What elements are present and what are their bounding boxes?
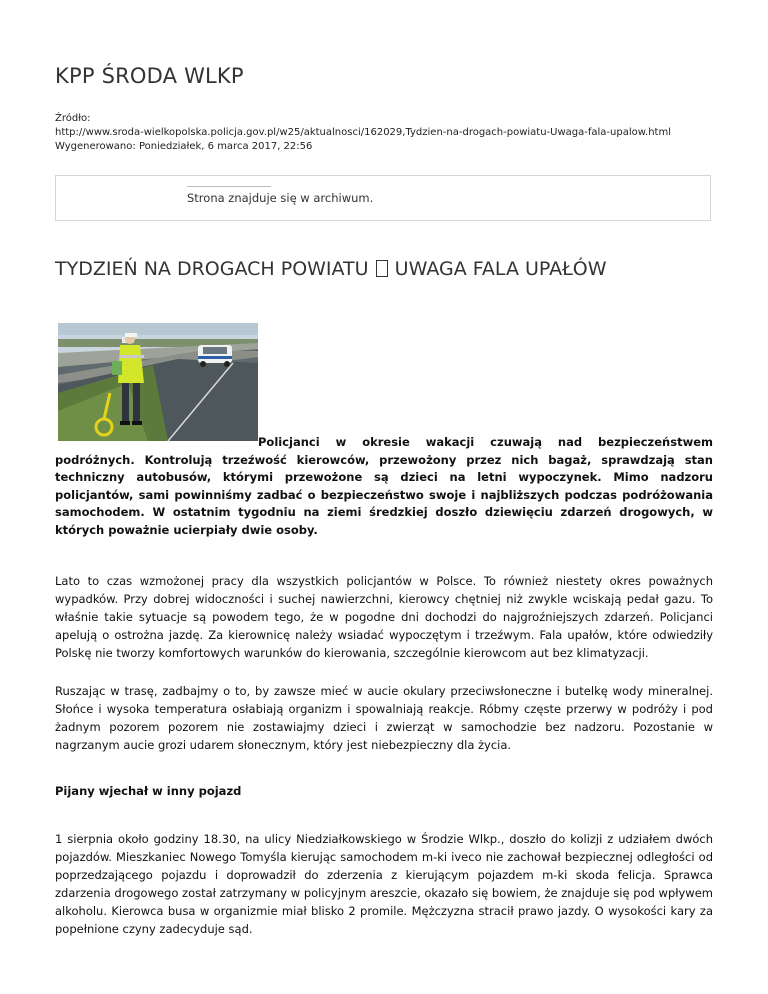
- article-subheading: Pijany wjechał w inny pojazd: [55, 784, 242, 798]
- missing-glyph-icon: [376, 260, 388, 277]
- article-paragraph-2: Ruszając w trasę, zadbajmy o to, by zawsze mieć w aucie okulary przeciwsłoneczne i butelkę wody mineralnej. Słońce i wysoka temperatura osłabiają organizm i spowalniają reakcje. Róbmy częste przerwy w podróży i pod żadnym pozorem pozorem nie zostawiajmy dzieci i zwierząt w samochodzie bez nadzoru. Pozostanie w nagrzanym aucie grozi udarem słonecznym, który jest niebezpieczny dla życia.: [55, 684, 713, 752]
- divider: [187, 186, 271, 187]
- title-part-2: UWAGA FALA UPAŁÓW: [388, 258, 607, 280]
- source-label: Źródło:: [55, 113, 91, 124]
- article-paragraph-3: 1 sierpnia około godziny 18.30, na ulicy Niedziałkowskiego w Środzie Wlkp., doszło do kolizji z udziałem dwóch pojazdów. Mieszkaniec Nowego Tomyśla kierując samochodem m-ki iveco nie zachował bezpiecznej odległości od poprzedzającego pojazdu i doprowadził do zderzenia z kierującym pojazdem m-ki skoda felicja. Sprawca zdarzenia drogowego został zatrzymany w policyjnym areszcie, okazało się bowiem, że znajduje się pod wpływem alkoholu. Kierowca busa w organizmie miał blisko 2 promile. Mężczyzna stracił prawo jazdy. O wysokości kary za popełnione czyny zadecyduje sąd.: [55, 832, 713, 936]
- article-lead: [55, 434, 713, 539]
- lead-text: Policjanci w okresie wakacji czuwają nad bezpieczeństwem podróżnych. Kontrolują trzeźwość kierowców, przewożony przez nich bagaż, sprawdzają stan techniczny autobusów, którymi przewożone są dzieci na letni wypoczynek. Mimo nadzoru policjantów, sami powinniśmy zadbać o bezpieczeństwo swoje i najbliższych podczas podróżowania samochodem. W ostatnim tygodniu na ziemi średzkiej doszło dziewięciu zdarzeń drogowych, w których poważnie ucierpiały dwie osoby.: [55, 435, 713, 537]
- site-title: KPP ŚRODA WLKP: [55, 64, 244, 88]
- archive-notice: [55, 175, 711, 221]
- article-paragraph-1: Lato to czas wzmożonej pracy dla wszystkich policjantów w Polsce. To również niestety okres poważnych wypadków. Przy dobrej widoczności i suchej nawierzchni, kierowcy chętniej niż zwykle wciskają pedał gazu. To właśnie takie sytuacje są powodem tego, że w pogodne dni dochodzi do najgroźniejszych zdarzeń. Policjanci apelują o ostrożna jazdę. Za kierownicę należy wsiadać wypoczętym i trzeźwym. Fala upałów, które odwiedziły Polskę nie tworzy komfortowych warunków do kierowania, szczególnie kierowcom aut bez klimatyzacji.: [55, 574, 713, 660]
- source-info: [55, 112, 671, 154]
- source-url[interactable]: http://www.sroda-wielkopolska.policja.gov.pl/w25/aktualnosci/162029,Tydzien-na-drogach-powiatu-Uwaga-fala-upalow.html: [55, 127, 671, 138]
- article-photo: [58, 323, 258, 441]
- article-title: [55, 258, 607, 280]
- title-part-1: TYDZIEŃ NA DROGACH POWIATU: [55, 258, 375, 280]
- archive-text: Strona znajduje się w archiwum.: [187, 191, 374, 205]
- generated-date: Wygenerowano: Poniedziałek, 6 marca 2017, 22:56: [55, 141, 313, 152]
